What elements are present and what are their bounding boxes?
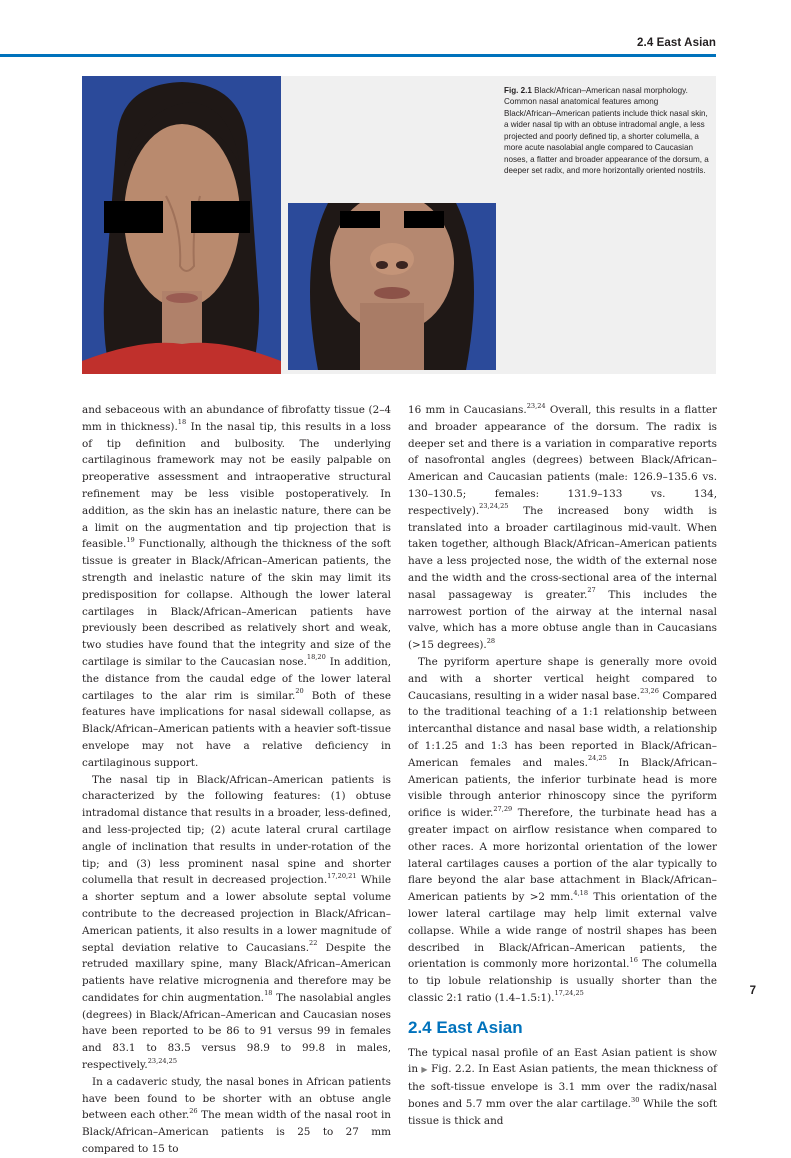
figure-label: Fig. 2.1 [504,86,532,95]
right-paragraph-2: The pyriform aperture shape is generally more ovoid and with a shorter vertical height compared to Caucasians, resulting in a wider nasal base.$^{23,26}$ Compared to the traditional teaching of a 1:1 relationship between intercanthal distance and nasal base width, a relationship of 1:1.25 and 1:3 has been reported in Black/African–American females and males.$^{24,25}$ In Black/African–American patients, the inferior turbinate head is more visible through anterior rhinoscopy since the pyriform orifice is wider.$^{27,29}$ Therefore, the turbinate head has a greater impact on airflow resistance when compared to other races. A more horizontal orientation of the lower lateral cartilages causes a portion of the alar typically to flare beyond the alar base attachment in Black/African–American patients by >2 mm.$^{4,18}$ This orientation of the lower lateral cartilage may help limit external valve collapse. While a wide range of nostril shapes has been described in Black/African–American patients, the orientation is commonly more horizontal.$^{16}$ The columella to tip lobule relationship is usually shorter than the classic 2:1 ratio (1.4–1.5:1).$^{17,24,25}$ [408,655,718,1004]
right-paragraph-3: The typical nasal profile of an East Asian patient is show in ▶ Fig. 2.2. In East Asian patients, the mean thickness of the soft-tissue envelope is 3.1 mm over the radix/nasal bones and 5.7 mm over the alar cartilage.$^{30}$ While the soft tissue is thick and [408,1046,718,1127]
running-header: 2.4 East Asian [637,37,716,49]
page-number: 7 [749,985,756,997]
left-paragraph-2: The nasal tip in Black/African–American patients is characterized by the following features: (1) obtuse intradomal distance that results in a broader, less-defined, and less-projected tip; (2) acute lateral crural cartilage angle of inclination that results in under-rotation of the tip; and (3) less prominent nasal spine and shorter columella that result in decreased projection.$^{17,20,21}$ While a shorter septum and a lower absolute septal volume contribute to the decreased projection in Black/African–American patients, it also results in a lower magnitude of septal deviation relative to Caucasians.$^{22}$ Despite the retruded maxillary spine, many Black/African–American patients have relative micrognenia and therefore may be candidates for chin augmentation.$^{18}$ The nasolabial angles (degrees) in Black/African–American and Caucasian noses have been reported to be 86 to 91 versus 99 in females and 83.1 to 83.5 versus 98.9 to 99.8 in males, respectively.$^{23,24,25}$ [82,773,392,1072]
frontal-face-photo [82,76,281,374]
left-paragraph-1: and sebaceous with an abundance of fibrofatty tissue (2–4 mm in thickness).$^{18}$ In the nasal tip, this results in a loss of tip definition and bulbosity. The underlying cartilaginous framework may not be easily palpable on preoperative assessment and intraoperative structural refinement may be less visible postoperatively. In addition, as the skin has an inelastic nature, there can be a limit on the augmentation and tip projection that is feasible.$^{19}$ Functionally, although the thickness of the soft tissue is greater in Black/African–American patients, the strength and inelastic nature of the skin may limit its predisposition for collapse. Although the lower lateral cartilages in Black/African–American patients have previously been described as relatively short and weak, two studies have found that the integrity and size of the cartilage is similar to the Caucasian nose.$^{18,20}$ In addition, the distance from the caudal edge of the lower lateral cartilages to the alar rim is similar.$^{20}$ Both of these features have implications for nasal sidewall collapse, as Black/African–American patients with a heavier soft-tissue envelope may not have a relative deficiency in cartilaginous support. [82,404,391,769]
left-paragraph-3: In a cadaveric study, the nasal bones in African patients have been found to be shorter with an obtuse angle between each other.$^{26}$ The mean width of the nasal root in Black/African–American patients is 25 to 27 mm compared to 15 to [82,1075,391,1156]
left-column [82,402,391,1158]
figure-caption-text: Black/African–American nasal morphology. Common nasal anatomical features among Black/African–American patients include thick nasal skin, a wider nasal tip with an obtuse intradomal angle, a less projected and poorly defined tip, a shorter columella, a more acute nasolabial angle compared to Caucasian noses, a flatter and broader appearance of the dorsum, a deeper set radix, and more horizontally oriented nostrils. [504,86,709,176]
right-paragraph-1: 16 mm in Caucasians.$^{23,24}$ Overall, this results in a flatter and broader appearance of the dorsum. The radix is deeper set and there is a variation in comparative reports of nasofrontal angles (degrees) between Black/African–American and Caucasian patients (male: 126.9–135.6 vs. 130–130.5; females: 131.9–133 vs. 134, respectively).$^{23,24,25}$ The increased bony width is translated into a broader cartilaginous mid-vault. When taken together, although Black/African–American patients have a less projected nose, the width of the external nose and the width and the cross-sectional area of the internal nasal passageway is greater.$^{27}$ This includes the narrowest portion of the airway at the internal nasal valve, which has a more obtuse angle than in Caucasians (>15 degrees).$^{28}$ [408,401,718,652]
section-heading: 2.4 East Asian [408,1017,523,1037]
figure-reference-arrow-icon[interactable]: ▶ [421,1065,428,1075]
basal-view-photo [288,203,496,370]
figure-panel [82,76,716,374]
header-rule [0,54,716,57]
figure-caption [504,85,710,177]
right-column [408,402,717,1130]
